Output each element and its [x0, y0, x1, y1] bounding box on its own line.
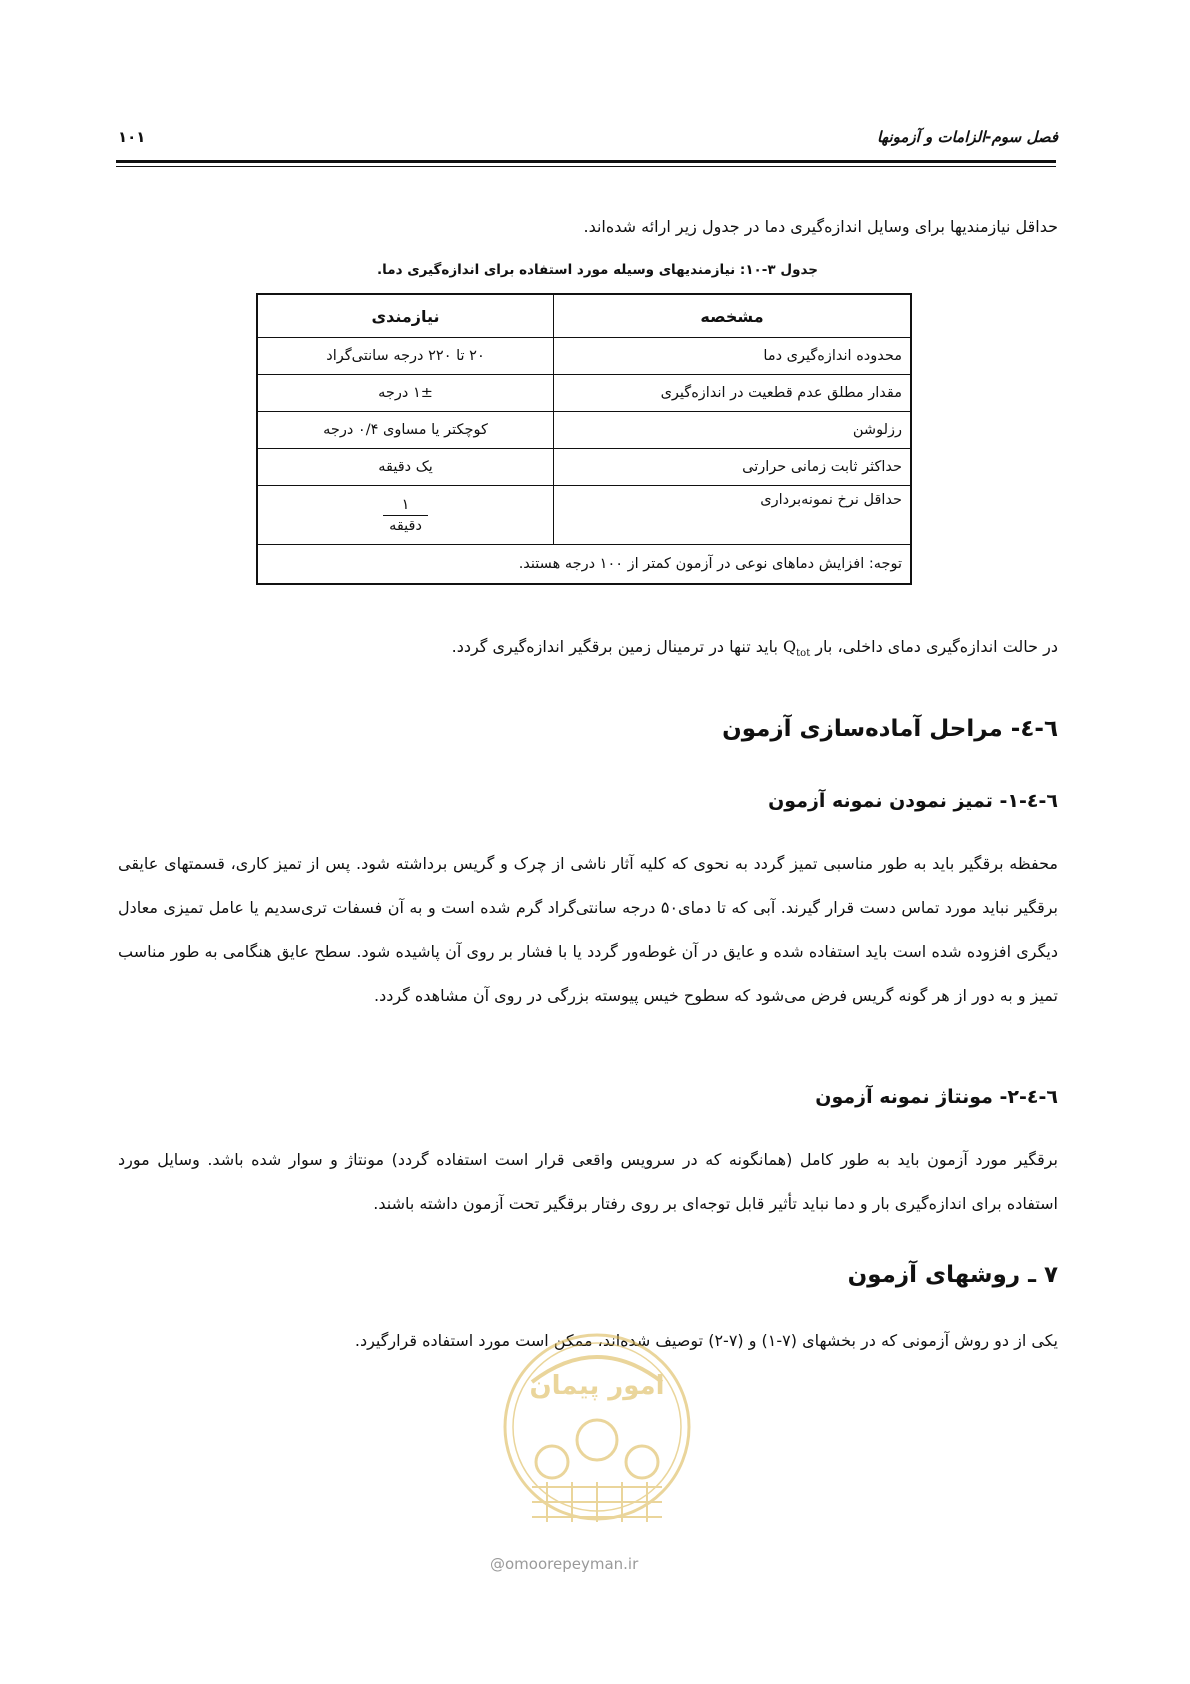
cell-spec: حداقل نرخ نمونه‌برداری: [554, 486, 912, 545]
cell-requirement-fraction: [257, 486, 554, 545]
cell-requirement: کوچکتر یا مساوی ۰/۴ درجه: [257, 412, 554, 449]
cell-requirement: ۲۰ تا ۲۲۰ درجه سانتی‌گراد: [257, 338, 554, 375]
intro-paragraph: حداقل نیازمندیها برای وسایل اندازه‌گیری دما در جدول زیر ارائه شده‌اند.: [583, 217, 1058, 236]
section-heading: ۷ ـ روشهای آزمون: [847, 1262, 1058, 1288]
cell-requirement: ۱± درجه: [257, 375, 554, 412]
header-spec: مشخصه: [554, 294, 912, 338]
assembly-paragraph: برقگیر مورد آزمون باید به طور کامل (همانگونه که در سرویس واقعی قرار است استفاده گردد) مونتاژ و سوار شده باشد. وسایل مورد استفاده برای اندازه‌گیری بار و دما نباید تأثیر قابل توجه‌ای بر روی رفتار برقگیر تحت آزمون داشته باشند.: [118, 1150, 1058, 1213]
table-row: [257, 412, 911, 449]
table-row: [257, 338, 911, 375]
chapter-title: فصل سوم-الزامات و آزمونها: [876, 128, 1058, 146]
header-rule-thin: [116, 166, 1056, 167]
watermark-url: @omoorepeyman.ir: [490, 1555, 639, 1573]
cell-requirement: یک دقیقه: [257, 449, 554, 486]
table-row: [257, 449, 911, 486]
qtot-symbol: $Q_{tot}$: [783, 637, 811, 660]
cell-spec: رزلوشن: [554, 412, 912, 449]
table-row: [257, 375, 911, 412]
table-header-row: [257, 294, 911, 338]
cell-spec: محدوده اندازه‌گیری دما: [554, 338, 912, 375]
svg-text:امور پیمان: امور پیمان: [529, 1371, 665, 1401]
requirements-table: [256, 293, 912, 585]
header-rule: [116, 160, 1056, 163]
watermark-logo-icon: [492, 1322, 702, 1572]
fraction-numerator: ۱: [383, 495, 428, 516]
page-number: ۱۰۱: [118, 128, 146, 146]
table-note: توجه: افزایش دماهای نوعی در آزمون کمتر از ۱۰۰ درجه هستند.: [257, 545, 911, 585]
qtot-paragraph: [298, 632, 1058, 669]
qtot-text-after: باید تنها در ترمینال زمین برقگیر اندازه‌گیری گردد.: [451, 637, 778, 656]
section-heading: ٦-٤- مراحل آماده‌سازی آزمون: [722, 716, 1058, 742]
table-note-row: [257, 545, 911, 585]
qtot-text-before: در حالت اندازه‌گیری دمای داخلی، بار: [815, 637, 1058, 656]
table-caption: جدول ۳-۱۰: نیازمندیهای وسیله مورد استفاده برای اندازه‌گیری دما.: [377, 262, 818, 278]
table-row: [257, 486, 911, 545]
subsection-heading: ٦-٤-١- تمیز نمودن نمونه آزمون: [768, 790, 1058, 812]
fraction: [383, 495, 428, 536]
cell-spec: مقدار مطلق عدم قطعیت در اندازه‌گیری: [554, 375, 912, 412]
subsection-heading: ٦-٤-٢- مونتاژ نمونه آزمون: [815, 1086, 1058, 1108]
cleaning-paragraph: محفظه برقگیر باید به طور مناسبی تمیز گردد به نحوی که کلیه آثار ناشی از چرک و گریس برداشته شود. پس از تمیز کاری، قسمتهای عایقی برقگیر نباید مورد تماس دست قرار گیرند. آبی که تا دمای۵۰ درجه سانتی‌گراد گرم شده است و به آن فسفات تری‌سدیم یا عامل تمیزی معادل دیگری افزوده شده است باید استفاده شده و عایق در آن غوطه‌ور گردد یا با فشار بر روی آن پاشیده شود. سطح عایق هنگامی به طور مناسب تمیز و به دور از هر گونه گریس فرض می‌شود که سطوح خیس پیوسته بزرگی در روی آن مشاهده گردد.: [118, 854, 1058, 1005]
header-requirement: نیازمندی: [257, 294, 554, 338]
cell-spec: حداکثر ثابت زمانی حرارتی: [554, 449, 912, 486]
fraction-denominator: دقیقه: [389, 517, 422, 534]
methods-paragraph: یکی از دو روش آزمونی که در بخشهای (۷-۱) و (۷-۲) توصیف شده‌اند، ممکن است مورد استفاده قرارگیرد.: [354, 1331, 1058, 1350]
